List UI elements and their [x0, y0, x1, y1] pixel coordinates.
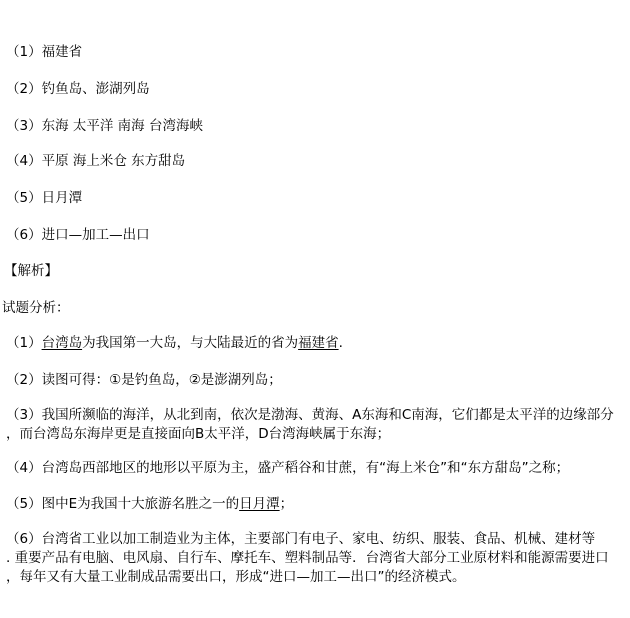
answer-5: （5）日月潭: [6, 190, 83, 206]
analysis-item-2: （2）读图可得：①是钓鱼岛，②是澎湖列岛；: [6, 372, 282, 388]
taiwan-island-term: 台湾岛: [41, 335, 83, 351]
analysis-item-4: （4）台湾岛西部地区的地形以平原为主，盛产稻谷和甘蔗，有“海上米仓”和“东方甜岛”之称；: [6, 460, 570, 476]
analysis-item-5-text: （5）图中E为我国十大旅游名胜之一的: [6, 496, 240, 512]
analysis-item-1-suffix: .: [338, 335, 343, 351]
answer-3: （3）东海 太平洋 南海 台湾海峡: [6, 118, 203, 134]
analysis-item-3: [6, 406, 626, 444]
analysis-heading: 【解析】: [4, 263, 58, 279]
analysis-item-1-prefix: （1）: [6, 335, 42, 351]
analysis-item-6-line-2: . 重要产品有电脑、电风扇、自行车、摩托车、塑料制品等．台湾省大部分工业原材料和能源需要进口: [6, 550, 609, 566]
analysis-item-5: [6, 496, 293, 512]
answer-6: （6）进口—加工—出口: [6, 227, 150, 243]
answer-4: （4）平原 海上米仓 东方甜岛: [6, 153, 186, 169]
analysis-item-1-text: 为我国第一大岛，与大陆最近的省为: [82, 335, 299, 351]
sun-moon-lake-term: 日月潭: [239, 496, 280, 512]
analysis-item-3-line-2: ，而台湾岛东海岸更是直接面向B太平洋，D台湾海峡属于东海；: [6, 426, 391, 442]
fujian-province-term: 福建省: [298, 335, 339, 351]
analysis-item-5-suffix: ；: [279, 496, 294, 512]
analysis-intro: 试题分析：: [2, 300, 70, 316]
analysis-item-6-line-3: ，每年又有大量工业制成品需要出口，形成“进口—加工—出口”的经济模式。: [6, 569, 466, 585]
answer-1: （1）福建省: [6, 44, 83, 60]
analysis-item-6: [6, 530, 626, 587]
answer-2: （2）钓鱼岛、澎湖列岛: [6, 81, 150, 97]
analysis-item-6-line-1: （6）台湾省工业以加工制造业为主体，主要部门有电子、家电、纺织、服装、食品、机械、建材等: [6, 531, 596, 547]
analysis-item-3-line-1: （3）我国所濒临的海洋，从北到南，依次是渤海、黄海、A东海和C南海，它们都是太平洋的边缘部分: [6, 407, 614, 423]
analysis-item-1: [6, 335, 343, 351]
